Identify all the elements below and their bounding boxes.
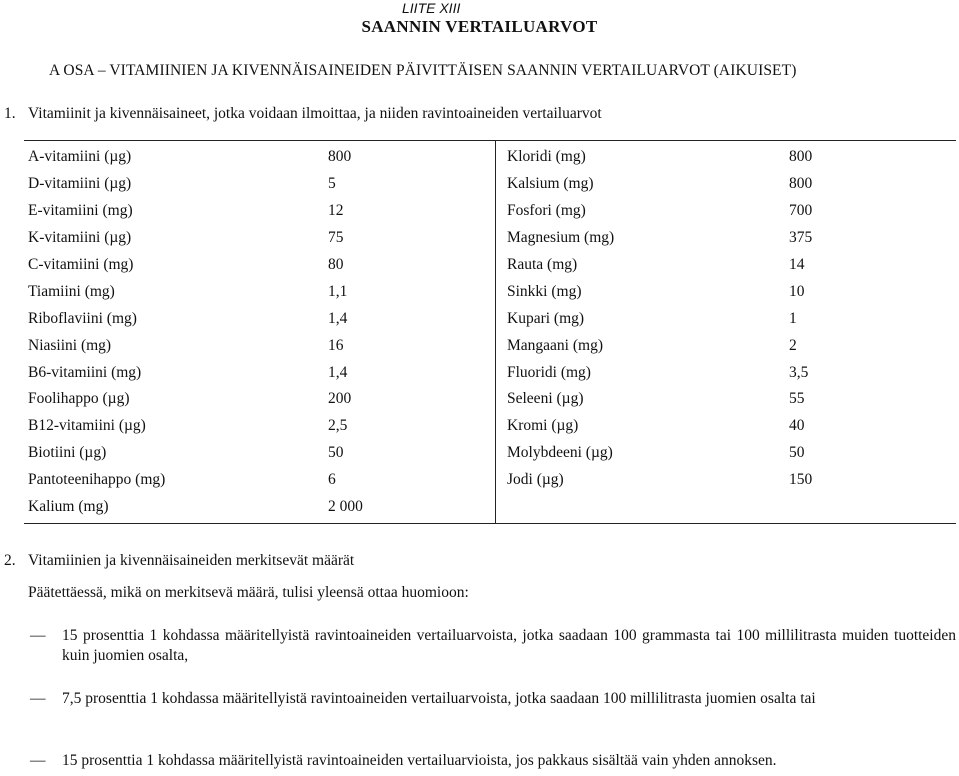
table-row <box>507 305 947 332</box>
bullet-dash: — <box>30 752 46 769</box>
list-item-text: 15 prosenttia 1 kohdassa määritellyistä ravintoaineiden vertailuarvioista, jos pakkaus sisältää vain yhden annoksen. <box>62 752 777 769</box>
table-row <box>28 494 490 521</box>
nutrient-name: Seleeni (µg) <box>507 390 584 408</box>
reference-value: 12 <box>328 202 344 220</box>
nutrient-name: C-vitamiini (mg) <box>28 256 134 273</box>
reference-value: 800 <box>789 148 813 166</box>
nutrient-name: D-vitamiini (µg) <box>28 175 132 193</box>
nutrient-name: Pantoteenihappo (mg) <box>28 471 166 489</box>
reference-value: 200 <box>328 390 352 408</box>
table-row <box>507 413 947 440</box>
table-row <box>28 225 490 252</box>
nutrient-name: Magnesium (mg) <box>507 229 615 247</box>
reference-value: 50 <box>328 444 344 462</box>
section-2-heading <box>4 550 354 572</box>
table-row <box>507 144 947 171</box>
nutrient-name: Kalsium (mg) <box>507 175 594 193</box>
table-row <box>28 413 490 440</box>
reference-value: 375 <box>789 229 813 247</box>
reference-values-table <box>24 140 956 524</box>
table-row <box>28 467 490 494</box>
table-row <box>28 252 490 279</box>
table-row <box>28 171 490 198</box>
section-2-number: 2. <box>4 552 16 569</box>
nutrient-name: Mangaani (mg) <box>507 336 603 354</box>
table-row <box>507 225 947 252</box>
nutrient-name: Sinkki (mg) <box>507 282 582 300</box>
section-2-title: Vitamiinien ja kivennäisaineiden merkitsevät määrät <box>28 552 355 569</box>
annex-label: LIITE XIII <box>402 0 461 16</box>
reference-value: 6 <box>328 471 336 489</box>
nutrient-name: Niasiini (mg) <box>28 336 112 354</box>
reference-value: 5 <box>328 175 336 193</box>
nutrient-name: Riboflaviini (mg) <box>28 309 137 327</box>
nutrient-name: Biotiini (µg) <box>28 444 107 462</box>
table-row <box>28 440 490 467</box>
reference-value: 80 <box>328 256 344 273</box>
table-row <box>28 386 490 413</box>
nutrient-name: K-vitamiini (µg) <box>28 229 132 247</box>
reference-value: 800 <box>789 175 813 193</box>
document-title: SAANNIN VERTAILUARVOT <box>361 17 598 36</box>
reference-value: 75 <box>328 229 344 247</box>
list-item-text: 15 prosenttia 1 kohdassa määritellyistä ravintoaineiden vertailuarvoista, jotka saadaan 100 grammasta tai 100 millilitrasta muiden tuotteiden kuin juomien osalta, <box>62 627 956 664</box>
nutrient-name: Tiamiini (mg) <box>28 282 115 300</box>
table-row <box>507 278 947 305</box>
section-1-title: Vitamiinit ja kivennäisaineet, jotka voidaan ilmoittaa, ja niiden ravintoaineiden vertailuarvot <box>28 105 602 122</box>
table-row <box>507 359 947 386</box>
reference-value: 800 <box>328 148 352 166</box>
reference-value: 1,1 <box>328 282 348 300</box>
nutrient-name: E-vitamiini (mg) <box>28 202 133 220</box>
table-column-divider <box>495 141 496 523</box>
table-row <box>507 198 947 225</box>
table-row <box>507 467 947 494</box>
bullet-dash: — <box>30 627 46 644</box>
table-row <box>507 332 947 359</box>
table-row <box>507 440 947 467</box>
list-item <box>30 751 956 771</box>
list-item <box>30 626 956 666</box>
table-row <box>28 305 490 332</box>
reference-value: 1 <box>789 309 797 327</box>
part-heading: A OSA – VITAMIINIEN JA KIVENNÄISAINEIDEN PÄIVITTÄISEN SAANNIN VERTAILUARVOT (AIKUISET) <box>49 62 797 79</box>
table-right-column <box>507 144 947 494</box>
reference-value: 700 <box>789 202 813 220</box>
section-1-number: 1. <box>4 105 16 122</box>
reference-value: 2 <box>789 336 797 354</box>
list-item-text: 7,5 prosenttia 1 kohdassa määritellyistä ravintoaineiden vertailuarvoista, jotka saadaan 100 millilitrasta juomien osalta tai <box>62 690 816 707</box>
reference-value: 1,4 <box>328 363 348 381</box>
reference-value: 2 000 <box>328 498 363 516</box>
table-row <box>28 198 490 225</box>
reference-value: 55 <box>789 390 805 408</box>
table-row <box>28 359 490 386</box>
nutrient-name: B6-vitamiini (mg) <box>28 363 142 381</box>
table-row <box>28 278 490 305</box>
table-row <box>28 144 490 171</box>
section-1-heading <box>4 103 602 125</box>
table-left-column <box>28 144 490 520</box>
nutrient-name: Kupari (mg) <box>507 309 585 327</box>
reference-value: 40 <box>789 417 805 435</box>
nutrient-name: Molybdeeni (µg) <box>507 444 613 462</box>
bullet-dash: — <box>30 690 46 707</box>
table-row <box>507 171 947 198</box>
reference-value: 14 <box>789 256 805 273</box>
table-row <box>507 386 947 413</box>
reference-value: 16 <box>328 336 344 354</box>
nutrient-name: Fluoridi (mg) <box>507 363 591 381</box>
nutrient-name: Jodi (µg) <box>507 471 564 489</box>
reference-value: 150 <box>789 471 813 489</box>
nutrient-name: Kromi (µg) <box>507 417 579 435</box>
section-2-intro: Päätettäessä, mikä on merkitsevä määrä, tulisi yleensä ottaa huomioon: <box>28 584 469 601</box>
nutrient-name: Kalium (mg) <box>28 498 109 516</box>
nutrient-name: B12-vitamiini (µg) <box>28 417 146 435</box>
table-row <box>28 332 490 359</box>
nutrient-name: Rauta (mg) <box>507 256 578 273</box>
list-item <box>30 689 956 709</box>
nutrient-name: Foolihappo (µg) <box>28 390 130 408</box>
reference-value: 3,5 <box>789 363 809 381</box>
reference-value: 2,5 <box>328 417 348 435</box>
reference-value: 10 <box>789 282 805 300</box>
table-row <box>507 252 947 279</box>
nutrient-name: Kloridi (mg) <box>507 148 586 166</box>
reference-value: 1,4 <box>328 309 348 327</box>
nutrient-name: A-vitamiini (µg) <box>28 148 132 166</box>
reference-value: 50 <box>789 444 805 462</box>
nutrient-name: Fosfori (mg) <box>507 202 586 220</box>
